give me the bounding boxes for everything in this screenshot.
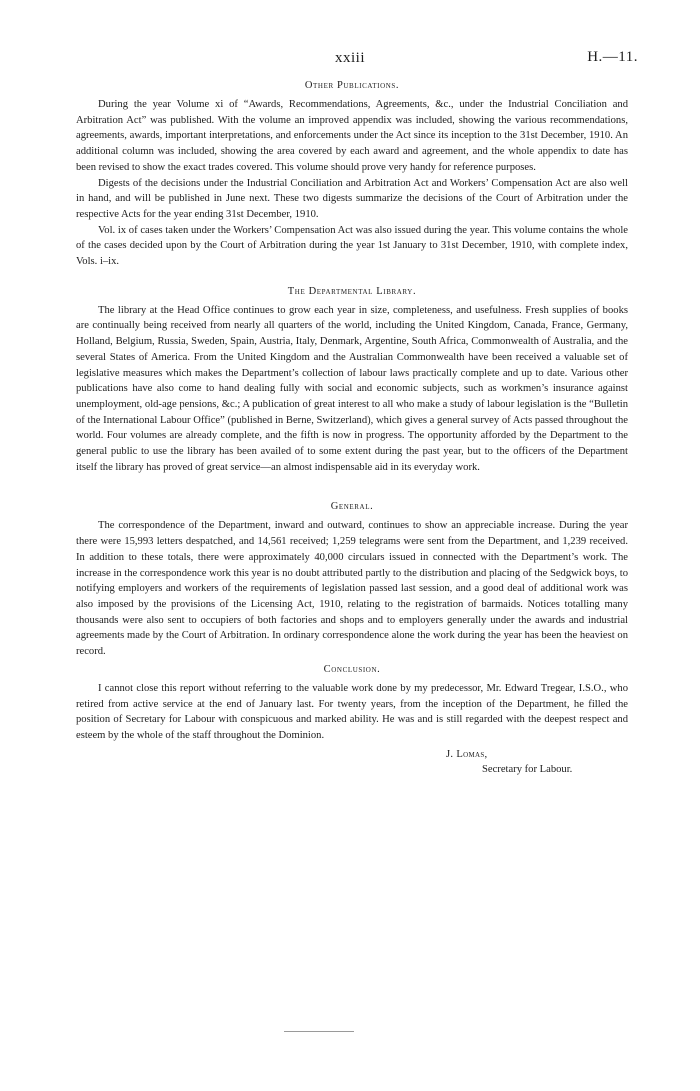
paragraph-correspondence: The correspondence of the Department, inward and outward, continues to show an appreciable increase. During the year there were 15,993 letters despatched, and 14,561 received; 1,259 telegrams were sent from the Department, and 1,239 received. In addition to these totals, there were approximately 40,000 circulars issued in connected with the Department’s work. The increase in the correspondence work this year is no doubt attributed partly to the distribution and placing of the Sedgwick boys, to notifying employers and workers of the requirements of legislation passed last session, and a good deal of additional work was also imposed by the provisions of the Licensing Act, 1910, relating to the registration of barmaids. Notices totalling many thousands were also sent to occupiers of both factories and shops and to employers generally under the awards and industrial agreements made by the Court of Arbitration. In ordinary correspondence alone the work during the year has been the heaviest on record. — [76, 520, 628, 658]
section-heading-other-publications: Other Publications. — [304, 80, 400, 91]
signatory-name — [446, 747, 628, 763]
paragraph-digests: Digests of the decisions under the Industrial Conciliation and Arbitration Act and Workers’ Compensation Act are also well in hand, and will be published in June next. These two digests summarize the decisions of the Court of Arbitration under the respective Acts for the year ending 31st December, 1910. — [76, 177, 628, 220]
page-body — [76, 80, 628, 778]
section-heading-conclusion: Conclusion. — [323, 663, 381, 675]
footer-divider — [284, 1031, 354, 1032]
section-heading-general: General. — [330, 501, 374, 513]
paragraph-workers-compensation-cases: Vol. ix of cases taken under the Workers’ Compensation Act was also issued during the year. This volume contains the whole of the cases decided upon by the Court of Arbitration during the year 1st January to 31st December, 1910, with complete index, Vols. i–ix. — [76, 224, 628, 268]
paragraph-conclusion: I cannot close this report without referring to the valuable work done by my predecessor, Mr. Edward Tregear, I.S.O., who retired from active service at the end of January last. For twenty years, from the inception of the Department, he filled the position of Secretary for Labour with conspicuous and marked ability. He was and is still regarded with the deepest respect and esteem by the whole of the staff throughout the Dominion. — [76, 682, 628, 741]
signature-block — [76, 747, 628, 778]
paragraph-awards-volume: During the year Volume xi of “Awards, Recommendations, Agreements, &c., under the Industrial Conciliation and Arbitration Act” was published. With the volume an improved appendix was included, showing the various recommendations, agreements, awards, important interpretations, and enforcements under the Act since its inception to the 31st December, 1910. An additional column was included, showing the area covered by each award and agreement, and the whole appendix to date has been revised to show the exact trades covered. This volume should prove very handy for reference purposes. — [76, 99, 628, 173]
page-number: xxiii — [334, 50, 365, 66]
section-heading-departmental-library: The Departmental Library. — [287, 285, 417, 297]
signatory-name-text: J. Lomas, — [446, 748, 488, 760]
document-reference: H.—11. — [587, 49, 638, 65]
paragraph-library: The library at the Head Office continues to grow each year in size, completeness, and usefulness. Fresh supplies of books are continually being received from nearly all quarters of the world, including the United Kingdom, Canada, France, Germany, Holland, Belgium, Russia, Sweden, Spain, Austria, Italy, Denmark, Argentine, South Africa, Commonwealth of Australia, and the several States of America. From the United Kingdom and the Australian Commonwealth have been received a valuable set of legislative measures which makes the Department’s collection of labour laws practically complete and up to date. Various other publications have also come to hand dealing fully with social and economic subjects, such as workmen’s insurance against unemployment, old-age pensions, &c.; A publication of great interest to all who make a study of labour legislation is the “Bulletin of the International Labour Office” (published in Berne, Switzerland), which gives a general survey of Acts passed throughout the world. Four volumes are already complete, and the fifth is now in progress. The opportunity afforded by the Department to the general public to use the library has been availed of to some extent during the past year, but to the officers of the Department itself the library has proved of great service—an almost indispensable aid in its everyday work. — [76, 304, 628, 473]
signatory-title: Secretary for Labour. — [482, 764, 573, 776]
